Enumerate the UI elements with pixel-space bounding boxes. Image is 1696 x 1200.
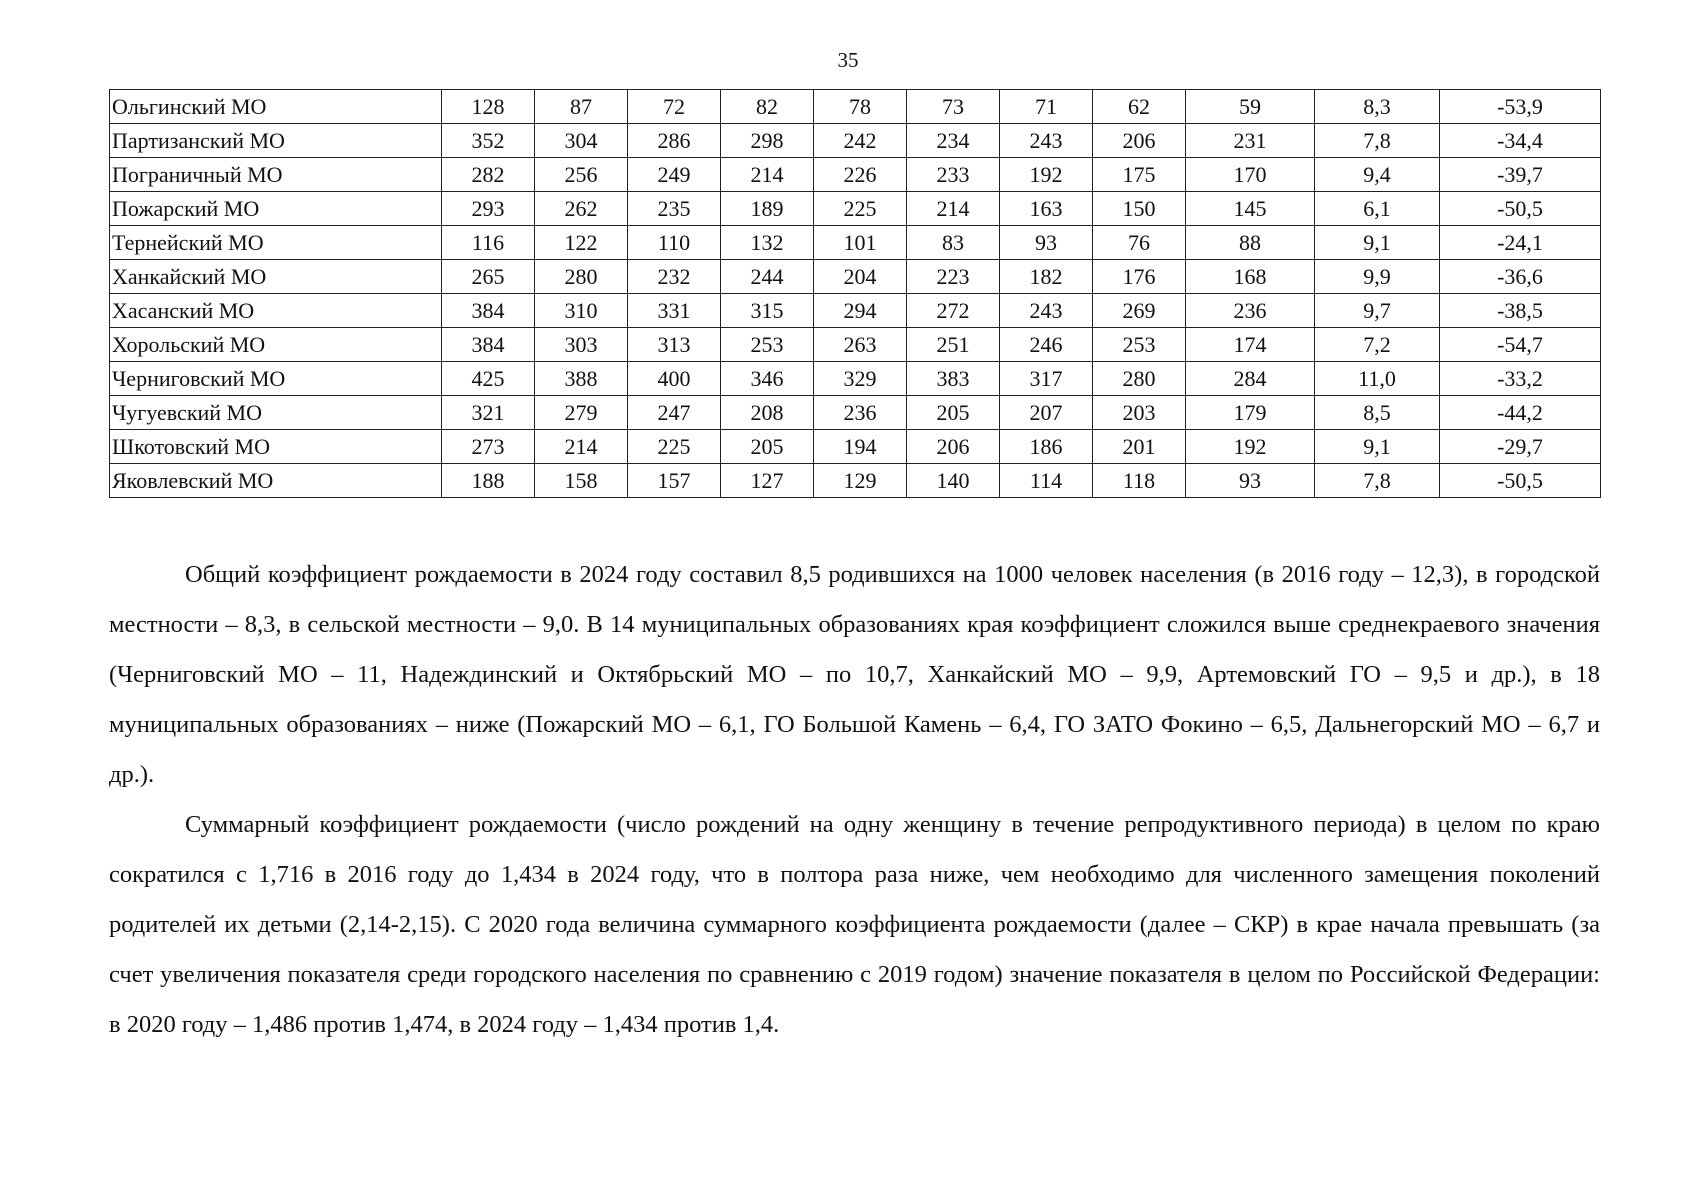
table-row [110, 124, 1601, 158]
value-cell: 242 [814, 124, 907, 158]
value-cell: 168 [1186, 260, 1315, 294]
value-cell: 304 [535, 124, 628, 158]
value-cell: 7,2 [1315, 328, 1440, 362]
value-cell: 246 [1000, 328, 1093, 362]
value-cell: 243 [1000, 124, 1093, 158]
value-cell: 189 [721, 192, 814, 226]
value-cell: 205 [721, 430, 814, 464]
value-cell: 76 [1093, 226, 1186, 260]
table-row [110, 362, 1601, 396]
value-cell: 273 [442, 430, 535, 464]
value-cell: -39,7 [1440, 158, 1601, 192]
value-cell: 262 [535, 192, 628, 226]
municipality-name-cell: Ольгинский МО [110, 90, 442, 124]
value-cell: 223 [907, 260, 1000, 294]
value-cell: 163 [1000, 192, 1093, 226]
table-row [110, 158, 1601, 192]
municipality-name-cell: Шкотовский МО [110, 430, 442, 464]
value-cell: -53,9 [1440, 90, 1601, 124]
value-cell: 321 [442, 396, 535, 430]
value-cell: 256 [535, 158, 628, 192]
value-cell: 207 [1000, 396, 1093, 430]
value-cell: -36,6 [1440, 260, 1601, 294]
value-cell: -50,5 [1440, 464, 1601, 498]
value-cell: 93 [1000, 226, 1093, 260]
value-cell: 9,4 [1315, 158, 1440, 192]
value-cell: 303 [535, 328, 628, 362]
value-cell: 170 [1186, 158, 1315, 192]
value-cell: 176 [1093, 260, 1186, 294]
value-cell: 294 [814, 294, 907, 328]
value-cell: 244 [721, 260, 814, 294]
value-cell: 7,8 [1315, 464, 1440, 498]
value-cell: 310 [535, 294, 628, 328]
value-cell: 186 [1000, 430, 1093, 464]
value-cell: 203 [1093, 396, 1186, 430]
municipality-name-cell: Хасанский МО [110, 294, 442, 328]
value-cell: 188 [442, 464, 535, 498]
value-cell: 383 [907, 362, 1000, 396]
value-cell: -38,5 [1440, 294, 1601, 328]
table-row [110, 328, 1601, 362]
value-cell: 9,1 [1315, 226, 1440, 260]
municipality-name-cell: Пожарский МО [110, 192, 442, 226]
value-cell: 313 [628, 328, 721, 362]
value-cell: 157 [628, 464, 721, 498]
value-cell: 101 [814, 226, 907, 260]
value-cell: 116 [442, 226, 535, 260]
municipality-name-cell: Яковлевский МО [110, 464, 442, 498]
table-row [110, 90, 1601, 124]
value-cell: 175 [1093, 158, 1186, 192]
value-cell: 293 [442, 192, 535, 226]
value-cell: 247 [628, 396, 721, 430]
value-cell: 62 [1093, 90, 1186, 124]
value-cell: 225 [814, 192, 907, 226]
table-row [110, 294, 1601, 328]
value-cell: 346 [721, 362, 814, 396]
value-cell: 236 [1186, 294, 1315, 328]
value-cell: 73 [907, 90, 1000, 124]
value-cell: 8,3 [1315, 90, 1440, 124]
value-cell: 280 [1093, 362, 1186, 396]
value-cell: 78 [814, 90, 907, 124]
value-cell: 192 [1186, 430, 1315, 464]
value-cell: 118 [1093, 464, 1186, 498]
value-cell: 251 [907, 328, 1000, 362]
value-cell: 384 [442, 294, 535, 328]
value-cell: 352 [442, 124, 535, 158]
table-row [110, 260, 1601, 294]
value-cell: 253 [721, 328, 814, 362]
table-row [110, 430, 1601, 464]
value-cell: 7,8 [1315, 124, 1440, 158]
value-cell: 206 [1093, 124, 1186, 158]
value-cell: 263 [814, 328, 907, 362]
value-cell: 208 [721, 396, 814, 430]
value-cell: 128 [442, 90, 535, 124]
value-cell: 282 [442, 158, 535, 192]
table-body [110, 90, 1601, 498]
value-cell: 231 [1186, 124, 1315, 158]
value-cell: 110 [628, 226, 721, 260]
value-cell: -50,5 [1440, 192, 1601, 226]
value-cell: 269 [1093, 294, 1186, 328]
value-cell: -33,2 [1440, 362, 1601, 396]
value-cell: -44,2 [1440, 396, 1601, 430]
value-cell: 286 [628, 124, 721, 158]
value-cell: 82 [721, 90, 814, 124]
value-cell: 150 [1093, 192, 1186, 226]
municipality-name-cell: Партизанский МО [110, 124, 442, 158]
value-cell: 425 [442, 362, 535, 396]
value-cell: 205 [907, 396, 1000, 430]
value-cell: 140 [907, 464, 1000, 498]
table-row [110, 192, 1601, 226]
value-cell: 235 [628, 192, 721, 226]
value-cell: 9,9 [1315, 260, 1440, 294]
value-cell: 214 [907, 192, 1000, 226]
value-cell: 129 [814, 464, 907, 498]
value-cell: 233 [907, 158, 1000, 192]
value-cell: 384 [442, 328, 535, 362]
value-cell: 214 [721, 158, 814, 192]
value-cell: 11,0 [1315, 362, 1440, 396]
municipality-name-cell: Пограничный МО [110, 158, 442, 192]
value-cell: 206 [907, 430, 1000, 464]
value-cell: 214 [535, 430, 628, 464]
value-cell: 132 [721, 226, 814, 260]
value-cell: 182 [1000, 260, 1093, 294]
value-cell: -29,7 [1440, 430, 1601, 464]
value-cell: 59 [1186, 90, 1315, 124]
value-cell: 272 [907, 294, 1000, 328]
value-cell: 127 [721, 464, 814, 498]
paragraph-total-fertility: Суммарный коэффициент рождаемости (число рождений на одну женщину в течение репродуктивного периода) в целом по краю сократился с 1,716 в 2016 году до 1,434 в 2024 году, что в полтора раза ниже, чем необходимо для численного замещения поколений родителей их детьми (2,14-2,15). С 2020 года величина суммарного коэффициента рождаемости (далее – СКР) в крае начала превышать (за счет увеличения показателя среди городского населения по сравнению с 2019 годом) значение показателя в целом по Российской Федерации: в 2020 году – 1,486 против 1,474, в 2024 году – 1,434 против 1,4. [109, 811, 1600, 1038]
value-cell: 9,7 [1315, 294, 1440, 328]
value-cell: 315 [721, 294, 814, 328]
value-cell: 93 [1186, 464, 1315, 498]
value-cell: 114 [1000, 464, 1093, 498]
paragraph-birth-rate: Общий коэффициент рождаемости в 2024 году составил 8,5 родившихся на 1000 человек населения (в 2016 году – 12,3), в городской местности – 8,3, в сельской местности – 9,0. В 14 муниципальных образованиях края коэффициент сложился выше среднекраевого значения (Черниговский МО – 11, Надеждинский и Октябрьский МО – по 10,7, Ханкайский МО – 9,9, Артемовский ГО – 9,5 и др.), в 18 муниципальных образованиях – ниже (Пожарский МО – 6,1, ГО Большой Камень – 6,4, ГО ЗАТО Фокино – 6,5, Дальнегорский МО – 6,7 и др.). [109, 561, 1600, 788]
value-cell: 236 [814, 396, 907, 430]
table-row [110, 226, 1601, 260]
page-number: 35 [837, 48, 859, 72]
value-cell: 331 [628, 294, 721, 328]
value-cell: 158 [535, 464, 628, 498]
table-row [110, 396, 1601, 430]
value-cell: -54,7 [1440, 328, 1601, 362]
value-cell: 232 [628, 260, 721, 294]
value-cell: 243 [1000, 294, 1093, 328]
value-cell: 8,5 [1315, 396, 1440, 430]
municipality-name-cell: Тернейский МО [110, 226, 442, 260]
body-text [109, 550, 1600, 1050]
value-cell: -24,1 [1440, 226, 1601, 260]
value-cell: 400 [628, 362, 721, 396]
municipality-name-cell: Черниговский МО [110, 362, 442, 396]
value-cell: 298 [721, 124, 814, 158]
value-cell: 174 [1186, 328, 1315, 362]
value-cell: 249 [628, 158, 721, 192]
value-cell: 317 [1000, 362, 1093, 396]
table-row [110, 464, 1601, 498]
value-cell: 179 [1186, 396, 1315, 430]
value-cell: 6,1 [1315, 192, 1440, 226]
value-cell: 201 [1093, 430, 1186, 464]
value-cell: 204 [814, 260, 907, 294]
value-cell: 194 [814, 430, 907, 464]
value-cell: 225 [628, 430, 721, 464]
value-cell: -34,4 [1440, 124, 1601, 158]
value-cell: 88 [1186, 226, 1315, 260]
value-cell: 83 [907, 226, 1000, 260]
value-cell: 9,1 [1315, 430, 1440, 464]
value-cell: 226 [814, 158, 907, 192]
value-cell: 253 [1093, 328, 1186, 362]
value-cell: 87 [535, 90, 628, 124]
value-cell: 192 [1000, 158, 1093, 192]
municipality-name-cell: Хорольский МО [110, 328, 442, 362]
value-cell: 279 [535, 396, 628, 430]
value-cell: 265 [442, 260, 535, 294]
value-cell: 329 [814, 362, 907, 396]
value-cell: 72 [628, 90, 721, 124]
value-cell: 122 [535, 226, 628, 260]
value-cell: 388 [535, 362, 628, 396]
value-cell: 284 [1186, 362, 1315, 396]
municipality-name-cell: Ханкайский МО [110, 260, 442, 294]
value-cell: 234 [907, 124, 1000, 158]
value-cell: 145 [1186, 192, 1315, 226]
municipality-name-cell: Чугуевский МО [110, 396, 442, 430]
value-cell: 280 [535, 260, 628, 294]
value-cell: 71 [1000, 90, 1093, 124]
birth-statistics-table [109, 89, 1601, 498]
